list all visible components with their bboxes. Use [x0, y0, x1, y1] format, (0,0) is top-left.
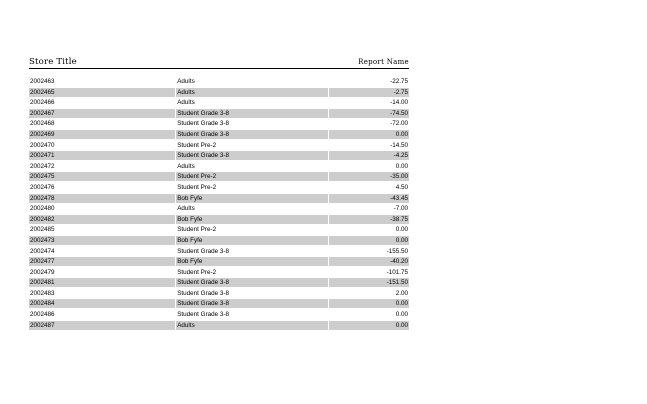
row-id: 2002467 [29, 109, 175, 118]
report-rows [29, 77, 409, 330]
table-row [29, 204, 409, 213]
row-amount: -101.75 [386, 268, 408, 276]
row-id: 2002478 [29, 194, 175, 203]
table-row [29, 321, 409, 330]
table-row [29, 194, 409, 203]
row-category: Student Grade 3-8 [176, 130, 328, 139]
table-row [29, 236, 409, 245]
row-id: 2002480 [30, 205, 55, 213]
row-amount: -43.45 [329, 194, 409, 203]
table-row [29, 257, 409, 266]
table-row [29, 299, 409, 308]
row-amount: 0.00 [329, 299, 409, 308]
row-amount: 0.00 [329, 236, 409, 245]
row-id: 2002486 [30, 311, 55, 319]
row-category: Bob Fyfe [176, 236, 328, 245]
row-amount: -38.75 [329, 215, 409, 224]
report [29, 56, 409, 331]
table-row [29, 130, 409, 139]
row-amount: -22.75 [390, 78, 408, 85]
table-row [29, 247, 409, 256]
table-row [29, 215, 409, 224]
row-amount: -72.00 [390, 120, 408, 128]
table-row [29, 88, 409, 97]
table-row [29, 225, 409, 234]
row-category: Bob Fyfe [176, 257, 328, 266]
row-category: Student Grade 3-8 [177, 311, 230, 319]
row-id: 2002472 [30, 162, 55, 170]
table-row [29, 98, 409, 107]
report-name: Report Name [358, 58, 409, 66]
row-category: Student Grade 3-8 [176, 278, 328, 287]
table-row [29, 278, 409, 287]
row-id: 2002469 [29, 130, 175, 139]
row-category: Student Pre-2 [177, 141, 217, 149]
table-row [29, 109, 409, 118]
row-category: Adults [177, 99, 195, 107]
row-amount: -74.50 [329, 109, 409, 118]
row-category: Adults [176, 88, 328, 97]
row-id: 2002483 [30, 289, 55, 297]
row-amount: -14.50 [390, 141, 408, 149]
row-id: 2002473 [29, 236, 175, 245]
row-id: 2002484 [29, 299, 175, 308]
row-id: 2002470 [30, 141, 55, 149]
row-category: Student Pre-2 [177, 183, 217, 191]
row-amount: -40.20 [329, 257, 409, 266]
row-amount: -7.00 [393, 205, 408, 213]
row-category: Bob Fyfe [176, 215, 328, 224]
row-id: 2002482 [29, 215, 175, 224]
row-id: 2002474 [30, 247, 55, 255]
row-id: 2002476 [30, 183, 55, 191]
row-category: Student Grade 3-8 [177, 247, 230, 255]
row-amount: -155.50 [386, 247, 408, 255]
row-category: Adults [176, 321, 328, 330]
row-category: Adults [177, 162, 195, 170]
row-id: 2002487 [29, 321, 175, 330]
row-id: 2002463 [30, 78, 55, 85]
row-id: 2002479 [30, 268, 55, 276]
row-amount: 0.00 [329, 321, 409, 330]
row-id: 2002471 [29, 151, 175, 160]
table-row [29, 289, 409, 298]
row-category: Student Pre-2 [177, 268, 217, 276]
table-row [29, 119, 409, 128]
row-amount: -2.75 [329, 88, 409, 97]
row-amount: -4.25 [329, 151, 409, 160]
row-id: 2002477 [29, 257, 175, 266]
row-category: Student Grade 3-8 [176, 109, 328, 118]
row-amount: 2.00 [395, 289, 408, 297]
table-row [29, 310, 409, 319]
row-id: 2002481 [29, 278, 175, 287]
row-id: 2002465 [29, 88, 175, 97]
row-amount: 0.00 [395, 162, 408, 170]
table-row [29, 77, 409, 86]
row-id: 2002485 [30, 226, 55, 234]
row-category: Adults [177, 205, 195, 213]
row-id: 2002468 [30, 120, 55, 128]
table-row [29, 151, 409, 160]
row-id: 2002466 [30, 99, 55, 107]
row-category: Adults [177, 78, 195, 85]
row-amount: 0.00 [395, 226, 408, 234]
table-row [29, 141, 409, 150]
row-amount: -35.00 [329, 172, 409, 181]
store-title: Store Title [29, 57, 77, 67]
row-category: Student Grade 3-8 [177, 120, 230, 128]
row-category: Bob Fyfe [176, 194, 328, 203]
table-row [29, 162, 409, 171]
table-row [29, 183, 409, 192]
report-header [29, 56, 409, 69]
row-category: Student Pre-2 [176, 172, 328, 181]
row-amount: 0.00 [329, 130, 409, 139]
row-id: 2002475 [29, 172, 175, 181]
row-category: Student Grade 3-8 [177, 289, 230, 297]
row-category: Student Grade 3-8 [176, 151, 328, 160]
table-row [29, 172, 409, 181]
row-category: Student Pre-2 [177, 226, 217, 234]
row-amount: -14.00 [390, 99, 408, 107]
table-row [29, 268, 409, 277]
row-category: Student Grade 3-8 [176, 299, 328, 308]
row-amount: 0.00 [395, 311, 408, 319]
row-amount: -151.50 [329, 278, 409, 287]
row-amount: 4.50 [395, 183, 408, 191]
